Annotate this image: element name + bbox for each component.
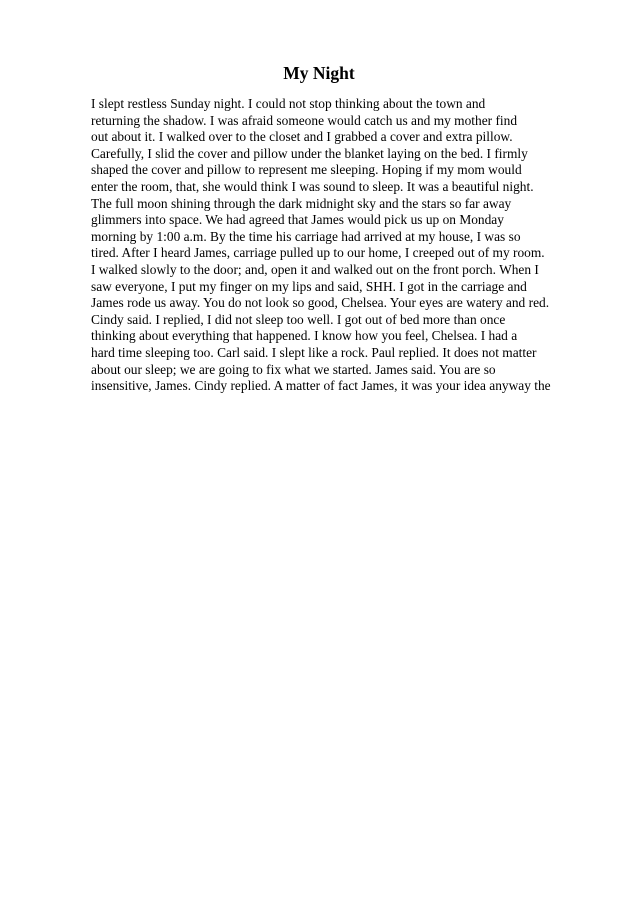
body-line: about our sleep; we are going to fix what we started. James said. You are so [91, 361, 496, 377]
body-line: The full moon shining through the dark midnight sky and the stars so far away [91, 195, 512, 211]
body-line: out about it. I walked over to the closet and I grabbed a cover and extra pillow. [91, 129, 513, 145]
body-line: morning by 1:00 a.m. By the time his carriage had arrived at my house, I was so [91, 228, 521, 244]
body-line: enter the room, that, she would think I was sound to sleep. It was a beautiful night. [91, 178, 534, 194]
body-line: returning the shadow. I was afraid someone would catch us and my mother find [91, 112, 518, 128]
body-line: hard time sleeping too. Carl said. I slept like a rock. Paul replied. It does not matter [91, 344, 537, 360]
body-line: tired. After I heard James, carriage pulled up to our home, I creeped out of my room. [91, 245, 545, 261]
body-line: insensitive, James. Cindy replied. A matter of fact James, it was your idea anyway the [91, 378, 551, 394]
body-line: shaped the cover and pillow to represent me sleeping. Hoping if my mom would [91, 162, 522, 178]
body-line: Carefully, I slid the cover and pillow under the blanket laying on the bed. I firmly [91, 145, 528, 161]
body-line: saw everyone, I put my finger on my lips and said, SHH. I got in the carriage and [91, 278, 527, 294]
document-title: My Night [283, 63, 355, 83]
body-line: I slept restless Sunday night. I could not stop thinking about the town and [91, 96, 486, 111]
body-line: James rode us away. You do not look so good, Chelsea. Your eyes are watery and red. [91, 295, 550, 311]
body-line: Cindy said. I replied, I did not sleep too well. I got out of bed more than once [91, 311, 506, 327]
body-line: glimmers into space. We had agreed that James would pick us up on Monday [91, 212, 504, 228]
document-body [91, 96, 638, 395]
body-line: thinking about everything that happened. I know how you feel, Chelsea. I had a [91, 328, 518, 344]
body-line: I walked slowly to the door; and, open it and walked out on the front porch. When I [91, 261, 539, 277]
